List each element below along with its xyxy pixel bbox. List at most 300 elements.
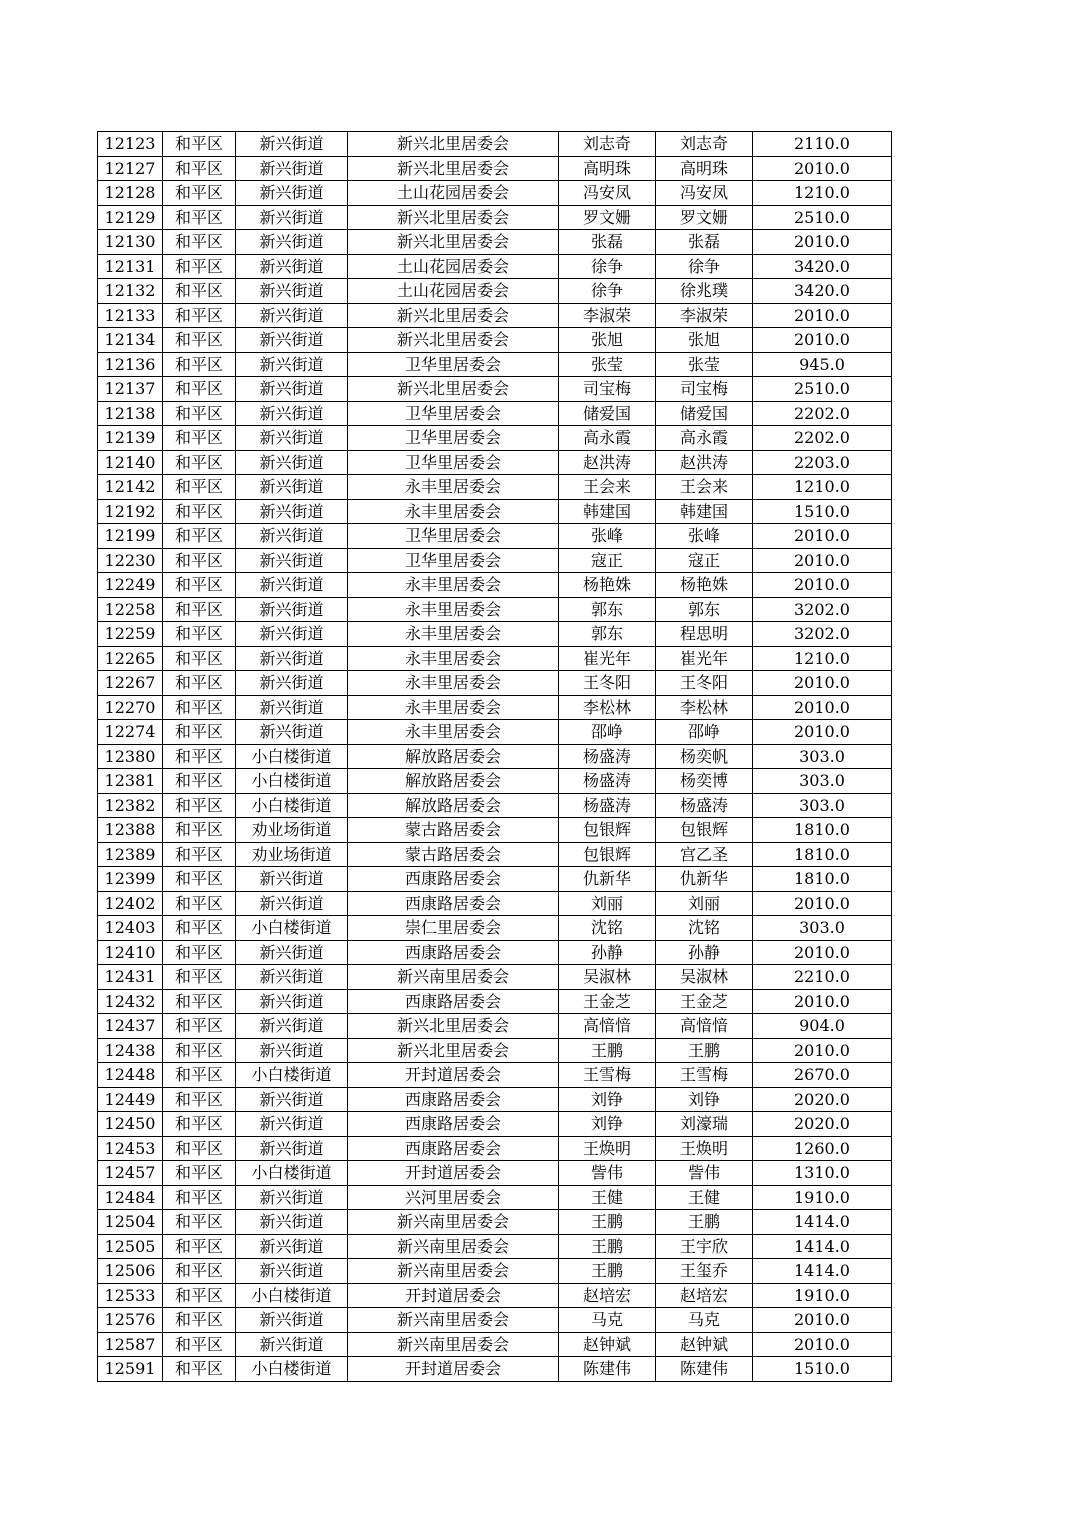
table-row xyxy=(98,916,892,941)
table-row xyxy=(98,720,892,745)
street-cell: 新兴街道 xyxy=(236,352,348,377)
amount-cell: 303.0 xyxy=(753,916,892,941)
id-cell: 12137 xyxy=(98,377,163,402)
table-row xyxy=(98,1332,892,1357)
community-cell: 永丰里居委会 xyxy=(348,597,559,622)
district-cell: 和平区 xyxy=(163,401,236,426)
street-cell: 新兴街道 xyxy=(236,1234,348,1259)
street-cell: 新兴街道 xyxy=(236,450,348,475)
applicant-cell: 储爱国 xyxy=(559,401,656,426)
applicant-cell: 孙静 xyxy=(559,940,656,965)
applicant-cell: 司宝梅 xyxy=(559,377,656,402)
amount-cell: 2010.0 xyxy=(753,1308,892,1333)
district-cell: 和平区 xyxy=(163,1087,236,1112)
community-cell: 卫华里居委会 xyxy=(348,426,559,451)
district-cell: 和平区 xyxy=(163,818,236,843)
amount-cell: 1810.0 xyxy=(753,818,892,843)
amount-cell: 2010.0 xyxy=(753,720,892,745)
street-cell: 新兴街道 xyxy=(236,891,348,916)
community-cell: 解放路居委会 xyxy=(348,744,559,769)
amount-cell: 3202.0 xyxy=(753,597,892,622)
applicant-cell: 高永霞 xyxy=(559,426,656,451)
community-cell: 蒙古路居委会 xyxy=(348,842,559,867)
table-row xyxy=(98,499,892,524)
street-cell: 小白楼街道 xyxy=(236,916,348,941)
district-cell: 和平区 xyxy=(163,965,236,990)
community-cell: 新兴北里居委会 xyxy=(348,1014,559,1039)
applicant-cell: 李松林 xyxy=(559,695,656,720)
id-cell: 12381 xyxy=(98,769,163,794)
member-cell: 李松林 xyxy=(656,695,753,720)
street-cell: 新兴街道 xyxy=(236,156,348,181)
applicant-cell: 徐争 xyxy=(559,279,656,304)
applicant-cell: 王鹏 xyxy=(559,1038,656,1063)
street-cell: 新兴街道 xyxy=(236,1136,348,1161)
id-cell: 12450 xyxy=(98,1112,163,1137)
street-cell: 新兴街道 xyxy=(236,1308,348,1333)
amount-cell: 2010.0 xyxy=(753,891,892,916)
id-cell: 12533 xyxy=(98,1283,163,1308)
district-cell: 和平区 xyxy=(163,328,236,353)
member-cell: 王宇欣 xyxy=(656,1234,753,1259)
community-cell: 土山花园居委会 xyxy=(348,181,559,206)
table-row xyxy=(98,450,892,475)
amount-cell: 2670.0 xyxy=(753,1063,892,1088)
street-cell: 新兴街道 xyxy=(236,426,348,451)
applicant-cell: 崔光年 xyxy=(559,646,656,671)
member-cell: 高愔愔 xyxy=(656,1014,753,1039)
table-row xyxy=(98,818,892,843)
table-row xyxy=(98,205,892,230)
id-cell: 12431 xyxy=(98,965,163,990)
id-cell: 12274 xyxy=(98,720,163,745)
street-cell: 新兴街道 xyxy=(236,230,348,255)
id-cell: 12138 xyxy=(98,401,163,426)
street-cell: 新兴街道 xyxy=(236,965,348,990)
district-cell: 和平区 xyxy=(163,1112,236,1137)
applicant-cell: 马克 xyxy=(559,1308,656,1333)
table-row xyxy=(98,1112,892,1137)
id-cell: 12453 xyxy=(98,1136,163,1161)
applicant-cell: 訾伟 xyxy=(559,1161,656,1186)
street-cell: 新兴街道 xyxy=(236,867,348,892)
member-cell: 陈建伟 xyxy=(656,1357,753,1382)
applicant-cell: 冯安凤 xyxy=(559,181,656,206)
district-cell: 和平区 xyxy=(163,597,236,622)
applicant-cell: 刘志奇 xyxy=(559,132,656,157)
id-cell: 12142 xyxy=(98,475,163,500)
district-cell: 和平区 xyxy=(163,793,236,818)
street-cell: 小白楼街道 xyxy=(236,793,348,818)
amount-cell: 2010.0 xyxy=(753,328,892,353)
member-cell: 宫乙圣 xyxy=(656,842,753,867)
applicant-cell: 罗文姗 xyxy=(559,205,656,230)
street-cell: 新兴街道 xyxy=(236,695,348,720)
amount-cell: 1210.0 xyxy=(753,646,892,671)
amount-cell: 303.0 xyxy=(753,769,892,794)
district-cell: 和平区 xyxy=(163,499,236,524)
applicant-cell: 寇正 xyxy=(559,548,656,573)
id-cell: 12410 xyxy=(98,940,163,965)
amount-cell: 2020.0 xyxy=(753,1112,892,1137)
id-cell: 12259 xyxy=(98,622,163,647)
table-row xyxy=(98,1038,892,1063)
street-cell: 新兴街道 xyxy=(236,548,348,573)
community-cell: 西康路居委会 xyxy=(348,891,559,916)
table-row xyxy=(98,328,892,353)
table-row xyxy=(98,842,892,867)
street-cell: 新兴街道 xyxy=(236,181,348,206)
table-row xyxy=(98,1087,892,1112)
member-cell: 王鹏 xyxy=(656,1210,753,1235)
applicant-cell: 王焕明 xyxy=(559,1136,656,1161)
table-row xyxy=(98,573,892,598)
table-row xyxy=(98,1161,892,1186)
id-cell: 12127 xyxy=(98,156,163,181)
street-cell: 新兴街道 xyxy=(236,254,348,279)
amount-cell: 2203.0 xyxy=(753,450,892,475)
community-cell: 新兴北里居委会 xyxy=(348,156,559,181)
id-cell: 12140 xyxy=(98,450,163,475)
street-cell: 新兴街道 xyxy=(236,524,348,549)
district-cell: 和平区 xyxy=(163,450,236,475)
amount-cell: 1210.0 xyxy=(753,475,892,500)
applicant-cell: 王健 xyxy=(559,1185,656,1210)
amount-cell: 2020.0 xyxy=(753,1087,892,1112)
id-cell: 12139 xyxy=(98,426,163,451)
applicant-cell: 包银辉 xyxy=(559,842,656,867)
id-cell: 12199 xyxy=(98,524,163,549)
district-cell: 和平区 xyxy=(163,1234,236,1259)
member-cell: 司宝梅 xyxy=(656,377,753,402)
community-cell: 永丰里居委会 xyxy=(348,499,559,524)
member-cell: 王冬阳 xyxy=(656,671,753,696)
community-cell: 西康路居委会 xyxy=(348,989,559,1014)
amount-cell: 2010.0 xyxy=(753,940,892,965)
id-cell: 12449 xyxy=(98,1087,163,1112)
applicant-cell: 陈建伟 xyxy=(559,1357,656,1382)
community-cell: 新兴北里居委会 xyxy=(348,132,559,157)
district-cell: 和平区 xyxy=(163,1259,236,1284)
amount-cell: 2010.0 xyxy=(753,695,892,720)
id-cell: 12270 xyxy=(98,695,163,720)
district-cell: 和平区 xyxy=(163,940,236,965)
amount-cell: 2510.0 xyxy=(753,377,892,402)
street-cell: 新兴街道 xyxy=(236,720,348,745)
table-row xyxy=(98,279,892,304)
table-row xyxy=(98,254,892,279)
table-row xyxy=(98,181,892,206)
community-cell: 卫华里居委会 xyxy=(348,548,559,573)
table-row xyxy=(98,965,892,990)
table-row xyxy=(98,1014,892,1039)
amount-cell: 2010.0 xyxy=(753,230,892,255)
street-cell: 新兴街道 xyxy=(236,279,348,304)
id-cell: 12402 xyxy=(98,891,163,916)
community-cell: 永丰里居委会 xyxy=(348,720,559,745)
member-cell: 仇新华 xyxy=(656,867,753,892)
applicant-cell: 王雪梅 xyxy=(559,1063,656,1088)
applicant-cell: 李淑荣 xyxy=(559,303,656,328)
table-row xyxy=(98,475,892,500)
applicant-cell: 王鹏 xyxy=(559,1234,656,1259)
district-cell: 和平区 xyxy=(163,622,236,647)
community-cell: 解放路居委会 xyxy=(348,769,559,794)
id-cell: 12388 xyxy=(98,818,163,843)
street-cell: 新兴街道 xyxy=(236,499,348,524)
member-cell: 王鹏 xyxy=(656,1038,753,1063)
community-cell: 永丰里居委会 xyxy=(348,695,559,720)
member-cell: 訾伟 xyxy=(656,1161,753,1186)
district-cell: 和平区 xyxy=(163,1210,236,1235)
community-cell: 永丰里居委会 xyxy=(348,622,559,647)
member-cell: 储爱国 xyxy=(656,401,753,426)
street-cell: 劝业场街道 xyxy=(236,818,348,843)
member-cell: 张磊 xyxy=(656,230,753,255)
applicant-cell: 韩建国 xyxy=(559,499,656,524)
member-cell: 杨盛涛 xyxy=(656,793,753,818)
district-cell: 和平区 xyxy=(163,156,236,181)
street-cell: 新兴街道 xyxy=(236,1332,348,1357)
applicant-cell: 张莹 xyxy=(559,352,656,377)
street-cell: 新兴街道 xyxy=(236,1210,348,1235)
community-cell: 永丰里居委会 xyxy=(348,573,559,598)
applicant-cell: 刘丽 xyxy=(559,891,656,916)
member-cell: 徐争 xyxy=(656,254,753,279)
applicant-cell: 吴淑林 xyxy=(559,965,656,990)
street-cell: 新兴街道 xyxy=(236,622,348,647)
table-row xyxy=(98,156,892,181)
id-cell: 12131 xyxy=(98,254,163,279)
district-cell: 和平区 xyxy=(163,1063,236,1088)
community-cell: 新兴南里居委会 xyxy=(348,965,559,990)
table-row xyxy=(98,377,892,402)
id-cell: 12591 xyxy=(98,1357,163,1382)
member-cell: 刘铮 xyxy=(656,1087,753,1112)
community-cell: 新兴南里居委会 xyxy=(348,1308,559,1333)
table-row xyxy=(98,1063,892,1088)
district-cell: 和平区 xyxy=(163,254,236,279)
community-cell: 卫华里居委会 xyxy=(348,352,559,377)
table-row xyxy=(98,695,892,720)
id-cell: 12457 xyxy=(98,1161,163,1186)
table-row xyxy=(98,744,892,769)
community-cell: 新兴北里居委会 xyxy=(348,303,559,328)
community-cell: 开封道居委会 xyxy=(348,1283,559,1308)
member-cell: 赵洪涛 xyxy=(656,450,753,475)
id-cell: 12258 xyxy=(98,597,163,622)
id-cell: 12130 xyxy=(98,230,163,255)
district-cell: 和平区 xyxy=(163,1038,236,1063)
district-cell: 和平区 xyxy=(163,1185,236,1210)
table-row xyxy=(98,940,892,965)
district-cell: 和平区 xyxy=(163,671,236,696)
member-cell: 李淑荣 xyxy=(656,303,753,328)
street-cell: 新兴街道 xyxy=(236,1038,348,1063)
member-cell: 罗文姗 xyxy=(656,205,753,230)
applicant-cell: 高愔愔 xyxy=(559,1014,656,1039)
table-row xyxy=(98,303,892,328)
street-cell: 小白楼街道 xyxy=(236,744,348,769)
member-cell: 高永霞 xyxy=(656,426,753,451)
id-cell: 12265 xyxy=(98,646,163,671)
member-cell: 王雪梅 xyxy=(656,1063,753,1088)
applicant-cell: 杨盛涛 xyxy=(559,744,656,769)
amount-cell: 1414.0 xyxy=(753,1234,892,1259)
member-cell: 赵培宏 xyxy=(656,1283,753,1308)
community-cell: 新兴南里居委会 xyxy=(348,1210,559,1235)
id-cell: 12136 xyxy=(98,352,163,377)
district-cell: 和平区 xyxy=(163,230,236,255)
table-row xyxy=(98,793,892,818)
amount-cell: 2010.0 xyxy=(753,1038,892,1063)
district-cell: 和平区 xyxy=(163,181,236,206)
applicant-cell: 赵洪涛 xyxy=(559,450,656,475)
applicant-cell: 王会来 xyxy=(559,475,656,500)
id-cell: 12128 xyxy=(98,181,163,206)
district-cell: 和平区 xyxy=(163,303,236,328)
id-cell: 12389 xyxy=(98,842,163,867)
id-cell: 12403 xyxy=(98,916,163,941)
community-cell: 卫华里居委会 xyxy=(348,450,559,475)
applicant-cell: 杨盛涛 xyxy=(559,769,656,794)
table-row xyxy=(98,1234,892,1259)
id-cell: 12484 xyxy=(98,1185,163,1210)
member-cell: 孙静 xyxy=(656,940,753,965)
community-cell: 开封道居委会 xyxy=(348,1357,559,1382)
district-cell: 和平区 xyxy=(163,1136,236,1161)
community-cell: 开封道居委会 xyxy=(348,1063,559,1088)
amount-cell: 3420.0 xyxy=(753,279,892,304)
table-row xyxy=(98,1283,892,1308)
amount-cell: 3202.0 xyxy=(753,622,892,647)
street-cell: 新兴街道 xyxy=(236,1185,348,1210)
table-row xyxy=(98,548,892,573)
community-cell: 西康路居委会 xyxy=(348,1112,559,1137)
member-cell: 沈铭 xyxy=(656,916,753,941)
district-cell: 和平区 xyxy=(163,1014,236,1039)
community-cell: 卫华里居委会 xyxy=(348,401,559,426)
member-cell: 王会来 xyxy=(656,475,753,500)
member-cell: 邵峥 xyxy=(656,720,753,745)
district-cell: 和平区 xyxy=(163,426,236,451)
table-row xyxy=(98,1210,892,1235)
member-cell: 张旭 xyxy=(656,328,753,353)
data-table xyxy=(97,131,892,1382)
community-cell: 西康路居委会 xyxy=(348,1136,559,1161)
amount-cell: 1414.0 xyxy=(753,1210,892,1235)
table-row xyxy=(98,1357,892,1382)
amount-cell: 3420.0 xyxy=(753,254,892,279)
amount-cell: 1510.0 xyxy=(753,499,892,524)
table-row xyxy=(98,622,892,647)
table-row xyxy=(98,1136,892,1161)
community-cell: 新兴北里居委会 xyxy=(348,230,559,255)
amount-cell: 2010.0 xyxy=(753,303,892,328)
applicant-cell: 郭东 xyxy=(559,622,656,647)
street-cell: 新兴街道 xyxy=(236,475,348,500)
district-cell: 和平区 xyxy=(163,1308,236,1333)
district-cell: 和平区 xyxy=(163,916,236,941)
id-cell: 12505 xyxy=(98,1234,163,1259)
table-row xyxy=(98,671,892,696)
member-cell: 张莹 xyxy=(656,352,753,377)
district-cell: 和平区 xyxy=(163,475,236,500)
community-cell: 解放路居委会 xyxy=(348,793,559,818)
amount-cell: 2210.0 xyxy=(753,965,892,990)
table-row xyxy=(98,426,892,451)
amount-cell: 2202.0 xyxy=(753,426,892,451)
id-cell: 12249 xyxy=(98,573,163,598)
applicant-cell: 邵峥 xyxy=(559,720,656,745)
member-cell: 程思明 xyxy=(656,622,753,647)
community-cell: 永丰里居委会 xyxy=(348,646,559,671)
id-cell: 12132 xyxy=(98,279,163,304)
amount-cell: 2110.0 xyxy=(753,132,892,157)
district-cell: 和平区 xyxy=(163,548,236,573)
street-cell: 新兴街道 xyxy=(236,1014,348,1039)
member-cell: 韩建国 xyxy=(656,499,753,524)
community-cell: 新兴南里居委会 xyxy=(348,1259,559,1284)
table-row xyxy=(98,769,892,794)
amount-cell: 2010.0 xyxy=(753,671,892,696)
amount-cell: 2010.0 xyxy=(753,989,892,1014)
community-cell: 开封道居委会 xyxy=(348,1161,559,1186)
id-cell: 12438 xyxy=(98,1038,163,1063)
member-cell: 冯安凤 xyxy=(656,181,753,206)
id-cell: 12380 xyxy=(98,744,163,769)
applicant-cell: 杨盛涛 xyxy=(559,793,656,818)
member-cell: 王玺乔 xyxy=(656,1259,753,1284)
member-cell: 马克 xyxy=(656,1308,753,1333)
community-cell: 新兴南里居委会 xyxy=(348,1234,559,1259)
applicant-cell: 张旭 xyxy=(559,328,656,353)
community-cell: 永丰里居委会 xyxy=(348,475,559,500)
applicant-cell: 郭东 xyxy=(559,597,656,622)
member-cell: 赵钟斌 xyxy=(656,1332,753,1357)
district-cell: 和平区 xyxy=(163,1357,236,1382)
district-cell: 和平区 xyxy=(163,646,236,671)
amount-cell: 1810.0 xyxy=(753,842,892,867)
id-cell: 12448 xyxy=(98,1063,163,1088)
table-body xyxy=(98,132,892,1382)
table-row xyxy=(98,230,892,255)
district-cell: 和平区 xyxy=(163,279,236,304)
amount-cell: 2010.0 xyxy=(753,524,892,549)
district-cell: 和平区 xyxy=(163,867,236,892)
street-cell: 新兴街道 xyxy=(236,671,348,696)
district-cell: 和平区 xyxy=(163,769,236,794)
street-cell: 小白楼街道 xyxy=(236,1357,348,1382)
amount-cell: 2010.0 xyxy=(753,156,892,181)
amount-cell: 2010.0 xyxy=(753,573,892,598)
member-cell: 刘濠瑞 xyxy=(656,1112,753,1137)
id-cell: 12382 xyxy=(98,793,163,818)
amount-cell: 1910.0 xyxy=(753,1185,892,1210)
applicant-cell: 王金芝 xyxy=(559,989,656,1014)
amount-cell: 2010.0 xyxy=(753,1332,892,1357)
community-cell: 新兴北里居委会 xyxy=(348,328,559,353)
applicant-cell: 王鹏 xyxy=(559,1259,656,1284)
district-cell: 和平区 xyxy=(163,720,236,745)
community-cell: 兴河里居委会 xyxy=(348,1185,559,1210)
amount-cell: 904.0 xyxy=(753,1014,892,1039)
table-row xyxy=(98,989,892,1014)
table-row xyxy=(98,891,892,916)
district-cell: 和平区 xyxy=(163,524,236,549)
member-cell: 杨艳姝 xyxy=(656,573,753,598)
applicant-cell: 高明珠 xyxy=(559,156,656,181)
